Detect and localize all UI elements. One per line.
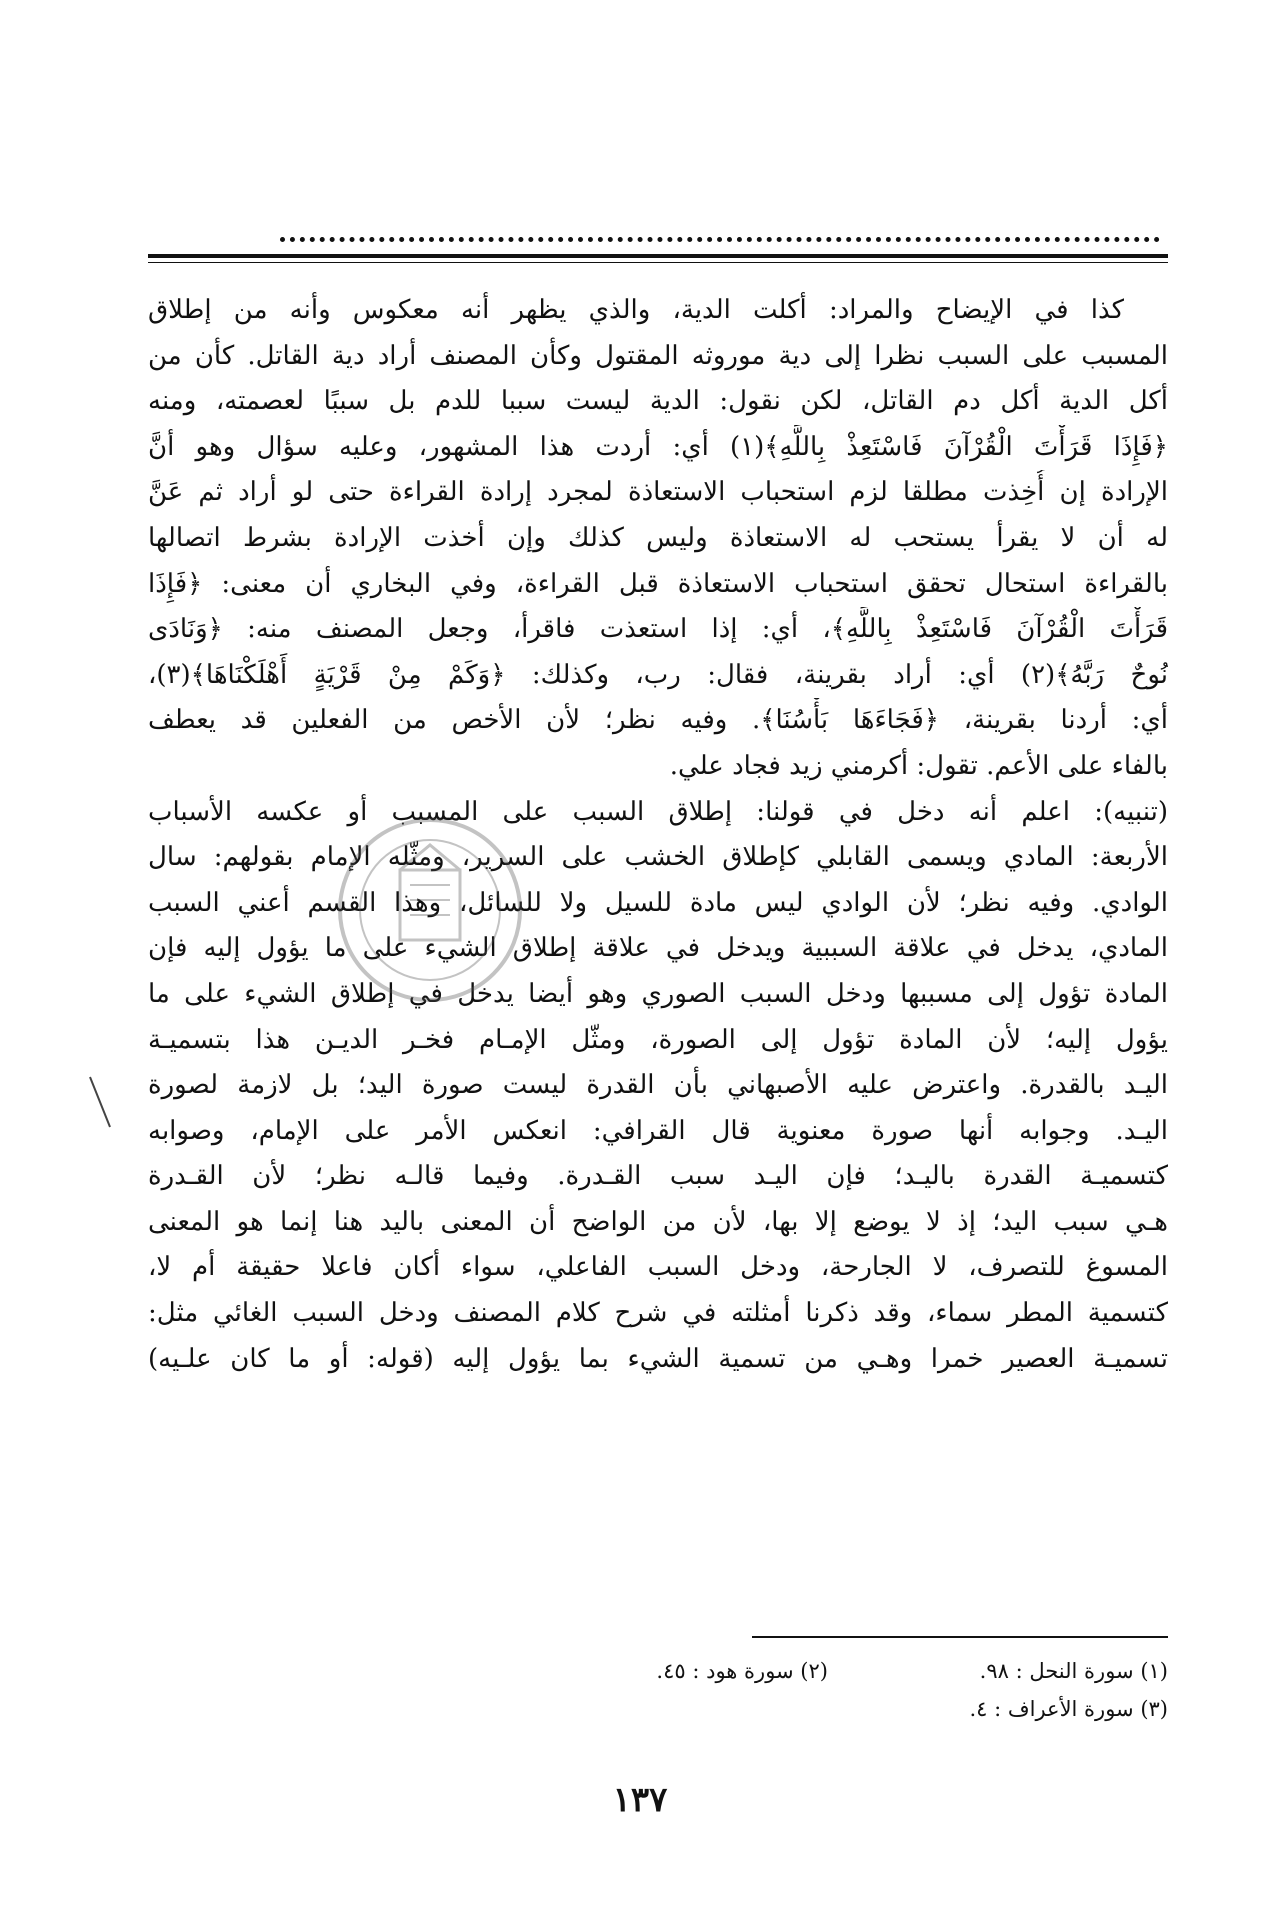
text-line: كتسميـة القدرة باليـد؛ فإن اليـد سبب القـدرة. وفيما قالـه نظر؛ لأن القـدرة: [148, 1161, 1168, 1192]
text-line: المسوغ للتصرف، لا الجارحة، ودخل السبب الفاعلي، سواء أكان فاعلا حقيقة أم لا،: [148, 1252, 1168, 1283]
text-line: كذا في الإيضاح والمراد: أكلت الدية، والذي يظهر أنه معكوس وأنه من إطلاق: [148, 295, 1124, 325]
text-line: اليـد. وجوابه أنها صورة معنوية قال القرافي: انعكس الأمر على الإمام، وصوابه: [148, 1115, 1168, 1146]
text-line: بالقراءة استحال تحقق استحباب الاستعاذة قبل القراءة، وفي البخاري أن معنى: ﴿فَإِذَا: [148, 568, 1168, 599]
text-line: نُوحٌ رَبَّهُ﴾(٢) أي: أراد بقرينة، فقال: رب، وكذلك: ﴿وَكَمْ مِنْ قَرْيَةٍ أَهْلَكْنَاهَا﴾(٣)،: [148, 659, 1168, 690]
text-line: تسميـة العصير خمرا وهـي من تسمية الشيء بما يؤول إليه (قوله: أو ما كان علـيه): [148, 1343, 1168, 1374]
text-line: المادة تؤول إلى مسببها ودخل السبب الصوري وهو أيضا يدخل في إطلاق الشيء على ما: [148, 978, 1168, 1009]
text-line: المادي، يدخل في علاقة السببية ويدخل في علاقة إطلاق الشيء على ما يؤول إليه فإن: [148, 933, 1168, 964]
text-line: الأربعة: المادي ويسمى القابلي كإطلاق الخشب على السرير، ومثّله الإمام بقولهم: سال: [148, 842, 1168, 873]
header-rule: [148, 254, 1168, 258]
text-line: أكل الدية أكل دم القاتل، لكن نقول: الدية ليست سببا للدم بل سببًا لعصمته، ومنه: [148, 386, 1168, 417]
text-line: قَرَأْتَ الْقُرْآنَ فَاسْتَعِذْ بِاللَّهِ﴾، أي: إذا استعذت فاقرأ، وجعل المصنف منه: ﴿وَنَادَى: [148, 614, 1168, 645]
margin-mark: [80, 1072, 120, 1132]
footnote-2: (٢) سورة هود : ٤٥.: [656, 1659, 828, 1683]
text-line: أي: أردنا بقرينة، ﴿فَجَاءَهَا بَأْسُنَا﴾. وفيه نظر؛ لأن الأخص من الفعلين قد يعطف: [148, 705, 1168, 736]
text-line: اليـد بالقدرة. واعترض عليه الأصبهاني بأن القدرة ليست صورة اليد؛ بل لازمة لصورة: [148, 1070, 1168, 1101]
text-line: الوادي. وفيه نظر؛ لأن الوادي ليس مادة للسيل ولا للسائل، وهذا القسم أعني السبب: [148, 887, 1168, 918]
footnote-3: (٣) سورة الأعراف : ٤.: [969, 1697, 1168, 1721]
text-line: كتسمية المطر سماء، وقد ذكرنا أمثلته في شرح كلام المصنف ودخل السبب الغائي مثل:: [148, 1298, 1168, 1329]
text-line: (تنبيه): اعلم أنه دخل في قولنا: إطلاق السبب على المسبب أو عكسه الأسباب: [148, 796, 1168, 827]
header-dotted-line: [280, 237, 1160, 250]
footnote-row: [148, 1652, 1168, 1690]
footnote-row: [148, 1690, 1168, 1728]
main-text: [148, 288, 1168, 1382]
library-seal-watermark: [330, 810, 530, 1010]
text-line: بالفاء على الأعم. تقول: أكرمني زيد فجاد علي.: [669, 750, 1168, 781]
page-number: ١٣٧: [612, 1780, 668, 1820]
text-line: هـي سبب اليد؛ إذ لا يوضع إلا بها، لأن من الواضح أن المعنى باليد هنا إنما هو المعنى: [148, 1206, 1168, 1237]
header-rule-thin: [148, 262, 1168, 263]
text-line: الإرادة إن أُخِذت مطلقا لزم استحباب الاستعاذة لمجرد إرادة القراءة حتى لو أراد ثم عَنَّ: [148, 477, 1168, 508]
footnote-1: (١) سورة النحل : ٩٨.: [979, 1659, 1168, 1683]
text-line: يؤول إليه؛ لأن المادة تؤول إلى الصورة، ومثّل الإمـام فخـر الديـن هذا بتسميـة: [148, 1024, 1168, 1055]
footnotes: [148, 1652, 1168, 1728]
footnote-separator: [752, 1636, 1168, 1638]
text-line: المسبب على السبب نظرا إلى دية موروثه المقتول وكأن المصنف أراد دية القاتل. كأن من: [148, 340, 1168, 371]
text-line: له أن لا يقرأ يستحب له الاستعاذة وليس كذلك وإن أخذت الإرادة بشرط اتصالها: [148, 522, 1168, 553]
text-line: ﴿فَإِذَا قَرَأْتَ الْقُرْآنَ فَاسْتَعِذْ بِاللَّهِ﴾(١) أي: أردت هذا المشهور، وعليه سؤال وهو أنَّ: [148, 431, 1168, 462]
